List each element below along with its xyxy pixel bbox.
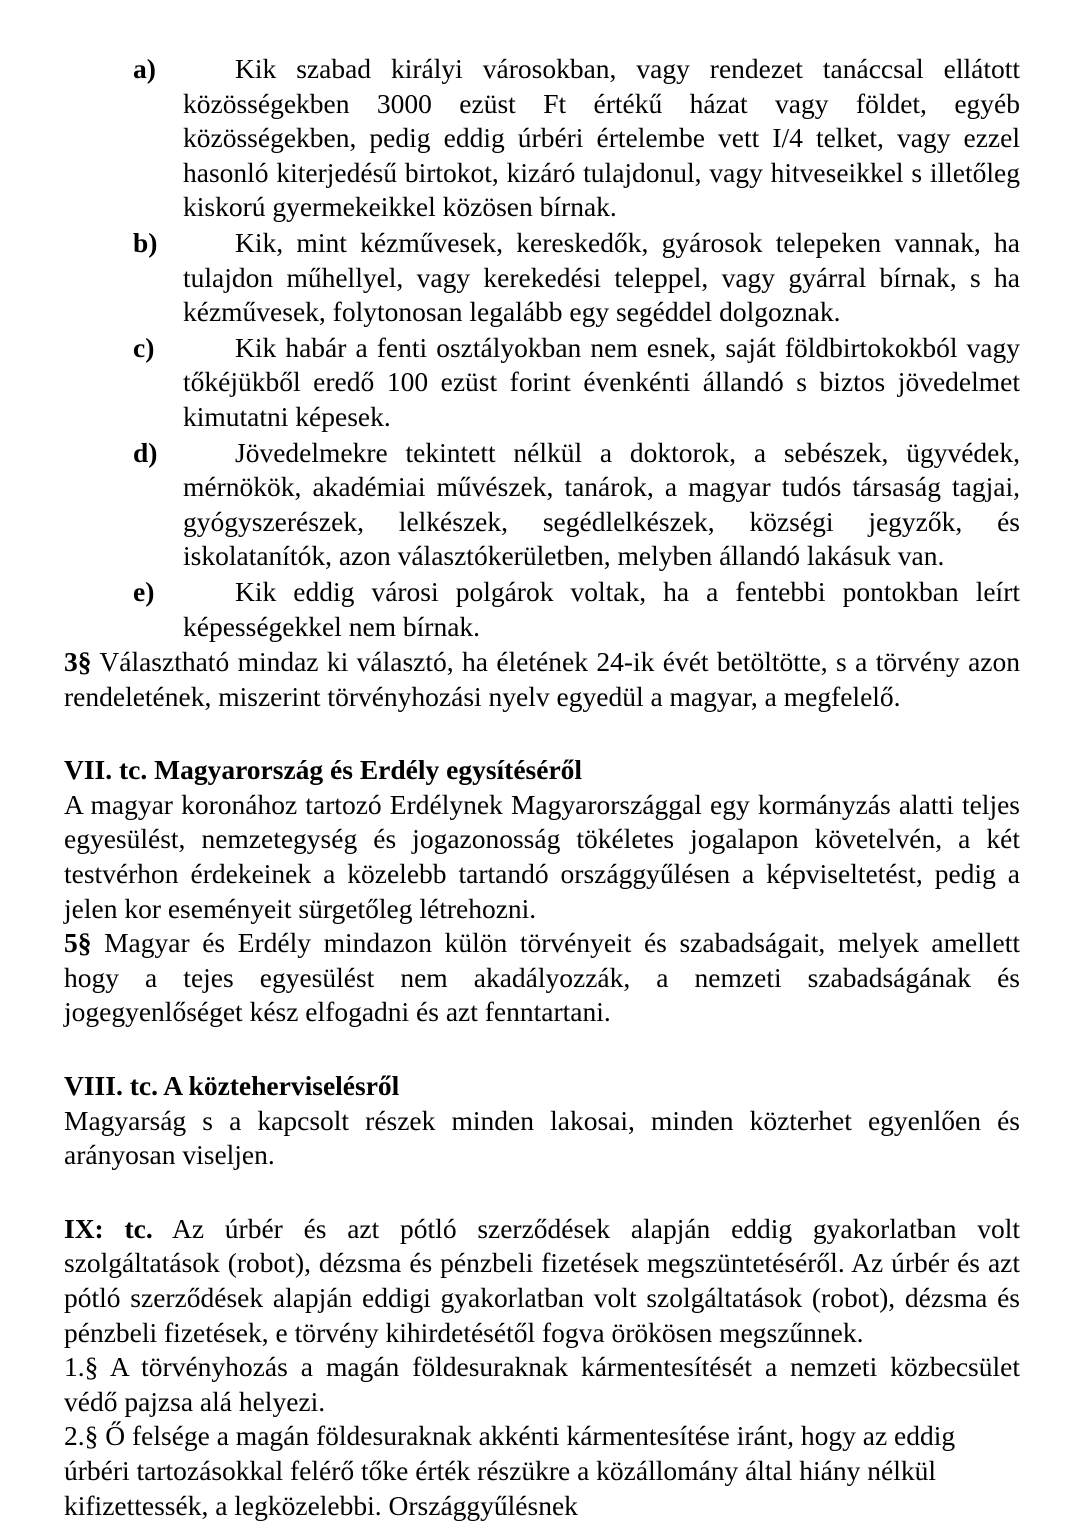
list-item-text: Kik szabad királyi városokban, vagy rendezet tanáccsal ellátott közösségekben 3000 ezüst Ft értékű házat vagy földet, egyéb közösségekben, pedig eddig úrbéri értelembe vett I/4 telket, vagy ezzel hasonló kiterjedésű birtokot, kizáró tulajdonul, vagy hitveseikkel s illetőleg kiskorú gyermekeikkel közösen bírnak. <box>183 53 1020 223</box>
section-marker: 5§ <box>64 927 92 959</box>
paragraph-text: Választható mindaz ki választó, ha életének 24-ik évét betöltötte, s a törvény azon rendeletének, miszerint törvényhozási nyelv egyedül a magyar, a megfelelő. <box>64 646 1020 712</box>
list-item-text: Jövedelmekre tekintett nélkül a doktorok, a sebészek, ügyvédek, mérnökök, akadémiai művészek, tanárok, a magyar tudós társaság tagjai, gyógyszerészek, lelkészek, segédlelkészek, községi jegyzők, és iskolatanítók, azon választókerületben, melyben állandó lakásuk van. <box>183 436 1020 572</box>
list-item-marker: e) <box>133 575 155 607</box>
spacer <box>64 1173 1020 1212</box>
heading-section-viii: VIII. tc. A közteherviselésről <box>64 1070 400 1102</box>
list-item <box>64 575 1020 644</box>
list-item-marker: c) <box>133 331 155 363</box>
paragraph-section-3 <box>64 645 1020 714</box>
voter-eligibility-list <box>64 52 1020 644</box>
paragraph-section-viii-body: Magyarság s a kapcsolt részek minden lakosai, minden közterhet egyenlően és arányosan viseljen. <box>64 1104 1020 1171</box>
paragraph-section-2 <box>64 1419 1020 1523</box>
section-marker: 1.§ <box>64 1351 99 1383</box>
paragraph-section-ix <box>64 1212 1020 1350</box>
list-item <box>64 226 1020 330</box>
list-item <box>64 331 1020 435</box>
section-marker: 2.§ <box>64 1420 99 1452</box>
spacer <box>64 714 1020 753</box>
paragraph-text: A törvényhozás a magán földesuraknak kármentesítését a nemzeti közbecsület védő pajzsa alá helyezi. <box>64 1351 1020 1417</box>
list-item-marker: b) <box>133 226 158 258</box>
paragraph-section-5 <box>64 926 1020 1030</box>
document-body <box>64 52 1020 1523</box>
list-item-marker: a) <box>133 53 156 84</box>
paragraph-section-vii-body: A magyar koronához tartozó Erdélynek Magyarországgal egy kormányzás alatti teljes egyesülést, nemzetegység és jogazonosság tökéletes jogalapon követelvén, a két testvérhon érdekeinek a közelebb tartandó országgyűlésen a képviseltetést, pedig a jelen kor eseményeit sürgetőleg létrehozni. <box>64 788 1020 924</box>
paragraph-section-1 <box>64 1350 1020 1419</box>
section-marker: 3§ <box>64 646 92 678</box>
spacer <box>64 1030 1020 1069</box>
paragraph-text: Ő felsége a magán földesuraknak akkénti kármentesítése iránt, hogy az eddig úrbéri tartozásokkal felérő tőke érték részükre a közállomány által hiány nélkül kifizettessék, a legközelebbi. Országgyűlésnek <box>64 1420 956 1521</box>
paragraph-text: Az úrbér és azt pótló szerződések alapján eddig gyakorlatban volt szolgáltatások (robot), dézsma és pénzbeli fizetések megszüntetéséről. Az úrbér és azt pótló szerződések alapján eddigi gyakorlatban volt szolgáltatások (robot), dézsma és pénzbeli fizetések, e törvény kihirdetésétől fogva örökösen megszűnnek. <box>64 1212 1021 1348</box>
heading-section-vii: VII. tc. Magyarország és Erdély egysítéséről <box>64 754 583 786</box>
list-item-text: Kik eddig városi polgárok voltak, ha a fentebbi pontokban leírt képességekkel nem bírnak. <box>183 575 1020 642</box>
list-item-marker: d) <box>133 436 158 468</box>
list-item <box>64 52 1020 225</box>
list-item-text: Kik habár a fenti osztályokban nem esnek, saját földbirtokokból vagy tőkéjükből eredő 100 ezüst forint évenkénti állandó s biztos jövedelmet kimutatni képesek. <box>183 331 1020 432</box>
list-item-text: Kik, mint kézművesek, kereskedők, gyárosok telepeken vannak, ha tulajdon műhellyel, vagy kerekedési teleppel, vagy gyárral bírnak, s ha kézművesek, folytonosan legalább egy segéddel dolgoznak. <box>183 226 1020 328</box>
paragraph-text: Magyar és Erdély mindazon külön törvényeit és szabadságait, melyek amellett hogy a tejes egyesülést nem akadályozzák, a nemzeti szabadságának és jogegyenlőséget kész elfogadni és azt fenntartani. <box>64 927 1020 1028</box>
section-marker-ix: IX: tc. <box>64 1212 153 1244</box>
list-item <box>64 436 1020 574</box>
